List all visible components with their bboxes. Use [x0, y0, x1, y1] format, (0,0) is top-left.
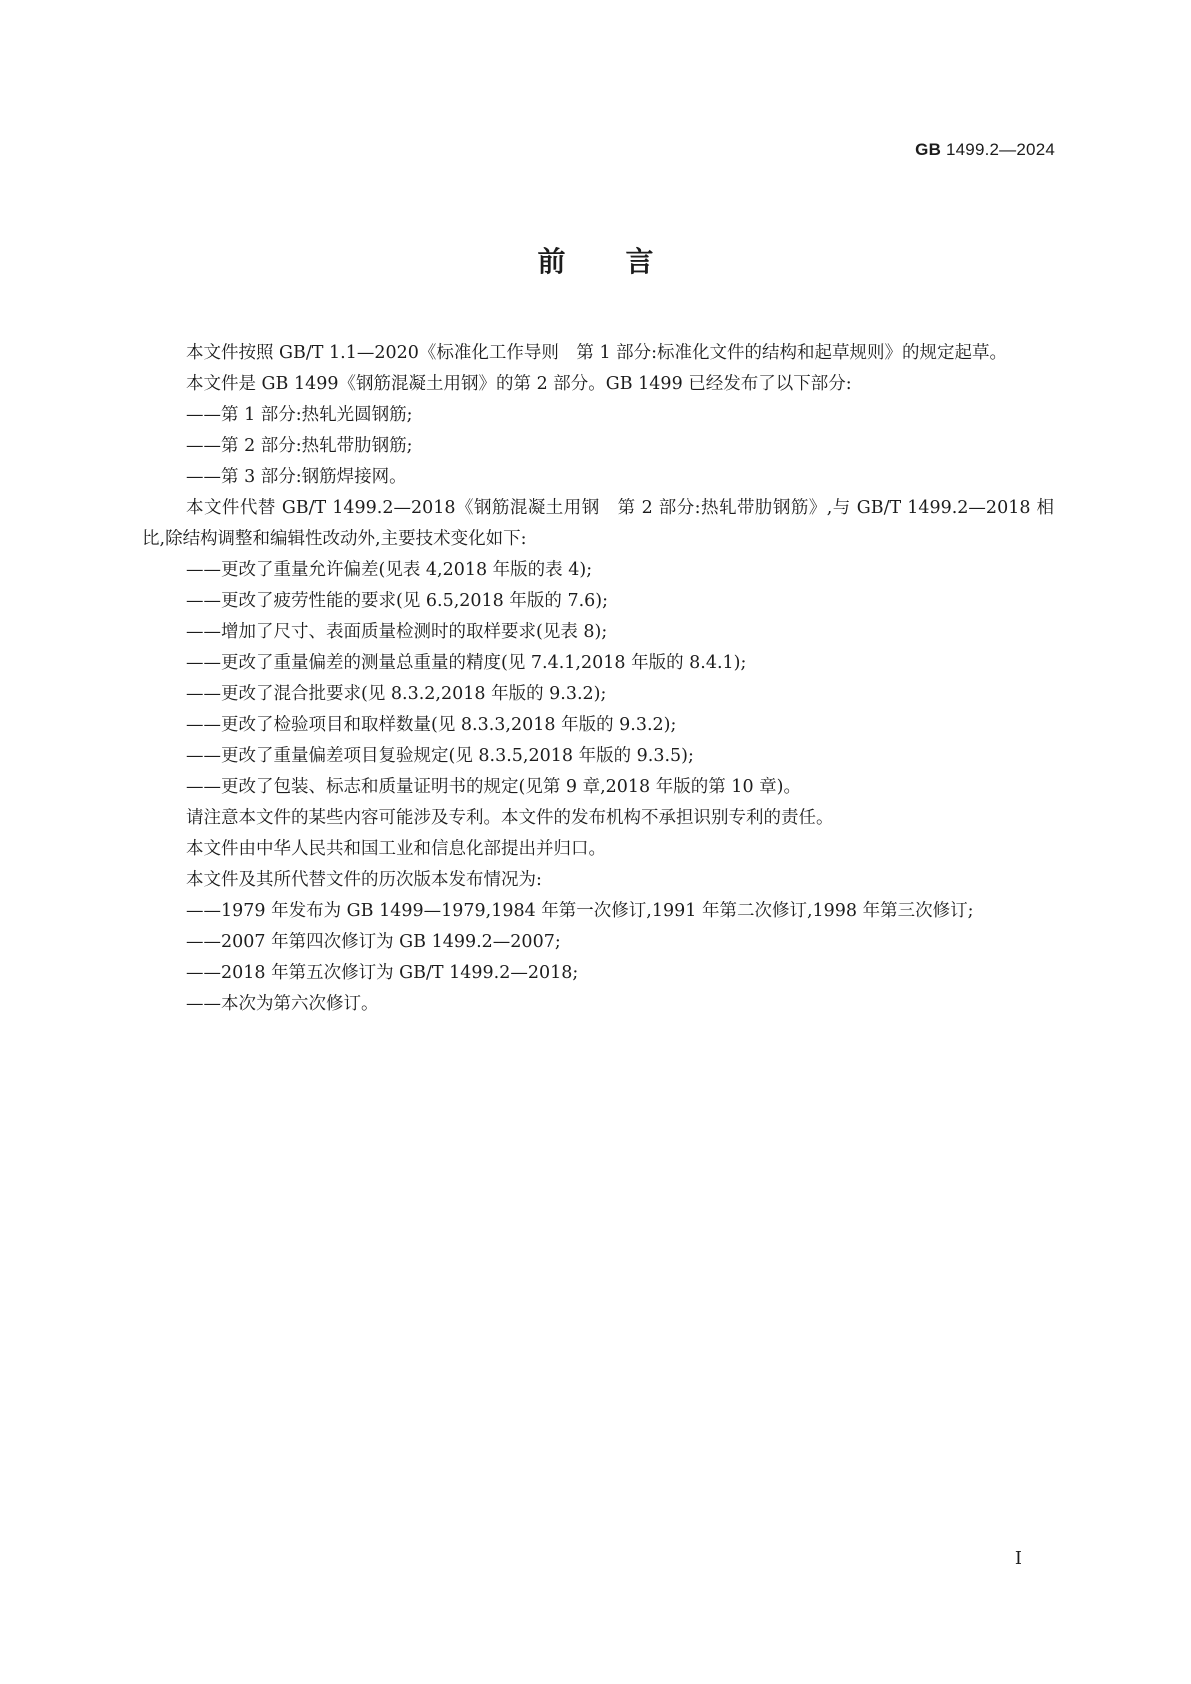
list-item: ——更改了重量允许偏差(见表 4,2018 年版的表 4); [186, 560, 593, 580]
list-item: ——第 2 部分:热轧带肋钢筋; [186, 436, 413, 456]
list-item: ——第 1 部分:热轧光圆钢筋; [186, 405, 413, 425]
page-number: I [1014, 1548, 1022, 1569]
list-item: ——更改了疲劳性能的要求(见 6.5,2018 年版的 7.6); [186, 591, 608, 611]
paragraph-proposer: 本文件由中华人民共和国工业和信息化部提出并归口。 [186, 839, 606, 859]
list-item: ——增加了尺寸、表面质量检测时的取样要求(见表 8); [186, 622, 608, 642]
list-item: ——2018 年第五次修订为 GB/T 1499.2—2018; [186, 963, 579, 983]
document-code-prefix: GB [915, 140, 942, 159]
list-item: ——本次为第六次修订。 [186, 994, 379, 1014]
paragraph-history: 本文件及其所代替文件的历次版本发布情况为: [186, 870, 542, 890]
list-item: ——2007 年第四次修订为 GB 1499.2—2007; [186, 932, 561, 952]
page-title: 前言 [537, 245, 714, 278]
list-item: ——更改了混合批要求(见 8.3.2,2018 年版的 9.3.2); [186, 684, 607, 704]
list-item: ——第 3 部分:钢筋焊接网。 [186, 467, 407, 487]
paragraph-patent-notice: 请注意本文件的某些内容可能涉及专利。本文件的发布机构不承担识别专利的责任。 [186, 808, 834, 828]
list-item: ——更改了重量偏差项目复验规定(见 8.3.5,2018 年版的 9.3.5); [186, 746, 694, 766]
paragraph-series-parts: 本文件是 GB 1499《钢筋混凝土用钢》的第 2 部分。GB 1499 已经发布了以下部分: [186, 374, 852, 394]
document-code-number: 1499.2—2024 [945, 140, 1055, 159]
paragraph-drafting-rules: 本文件按照 GB/T 1.1—2020《标准化工作导则 第 1 部分:标准化文件的结构和起草规则》的规定起草。 [186, 343, 1008, 363]
document-code [915, 140, 1055, 160]
list-item: ——1979 年发布为 GB 1499—1979,1984 年第一次修订,1991 年第二次修订,1998 年第三次修订; [186, 901, 974, 921]
list-item: ——更改了包装、标志和质量证明书的规定(见第 9 章,2018 年版的第 10 章)。 [186, 777, 801, 797]
list-item: ——更改了检验项目和取样数量(见 8.3.3,2018 年版的 9.3.2); [186, 715, 677, 735]
paragraph-replacement: 本文件代替 GB/T 1499.2—2018《钢筋混凝土用钢 第 2 部分:热轧带肋钢筋》,与 GB/T 1499.2—2018 相比,除结构调整和编辑性改动外,主要技术变化如下: [142, 498, 1054, 549]
foreword-body [142, 338, 1054, 1020]
list-item: ——更改了重量偏差的测量总重量的精度(见 7.4.1,2018 年版的 8.4.1); [186, 653, 747, 673]
